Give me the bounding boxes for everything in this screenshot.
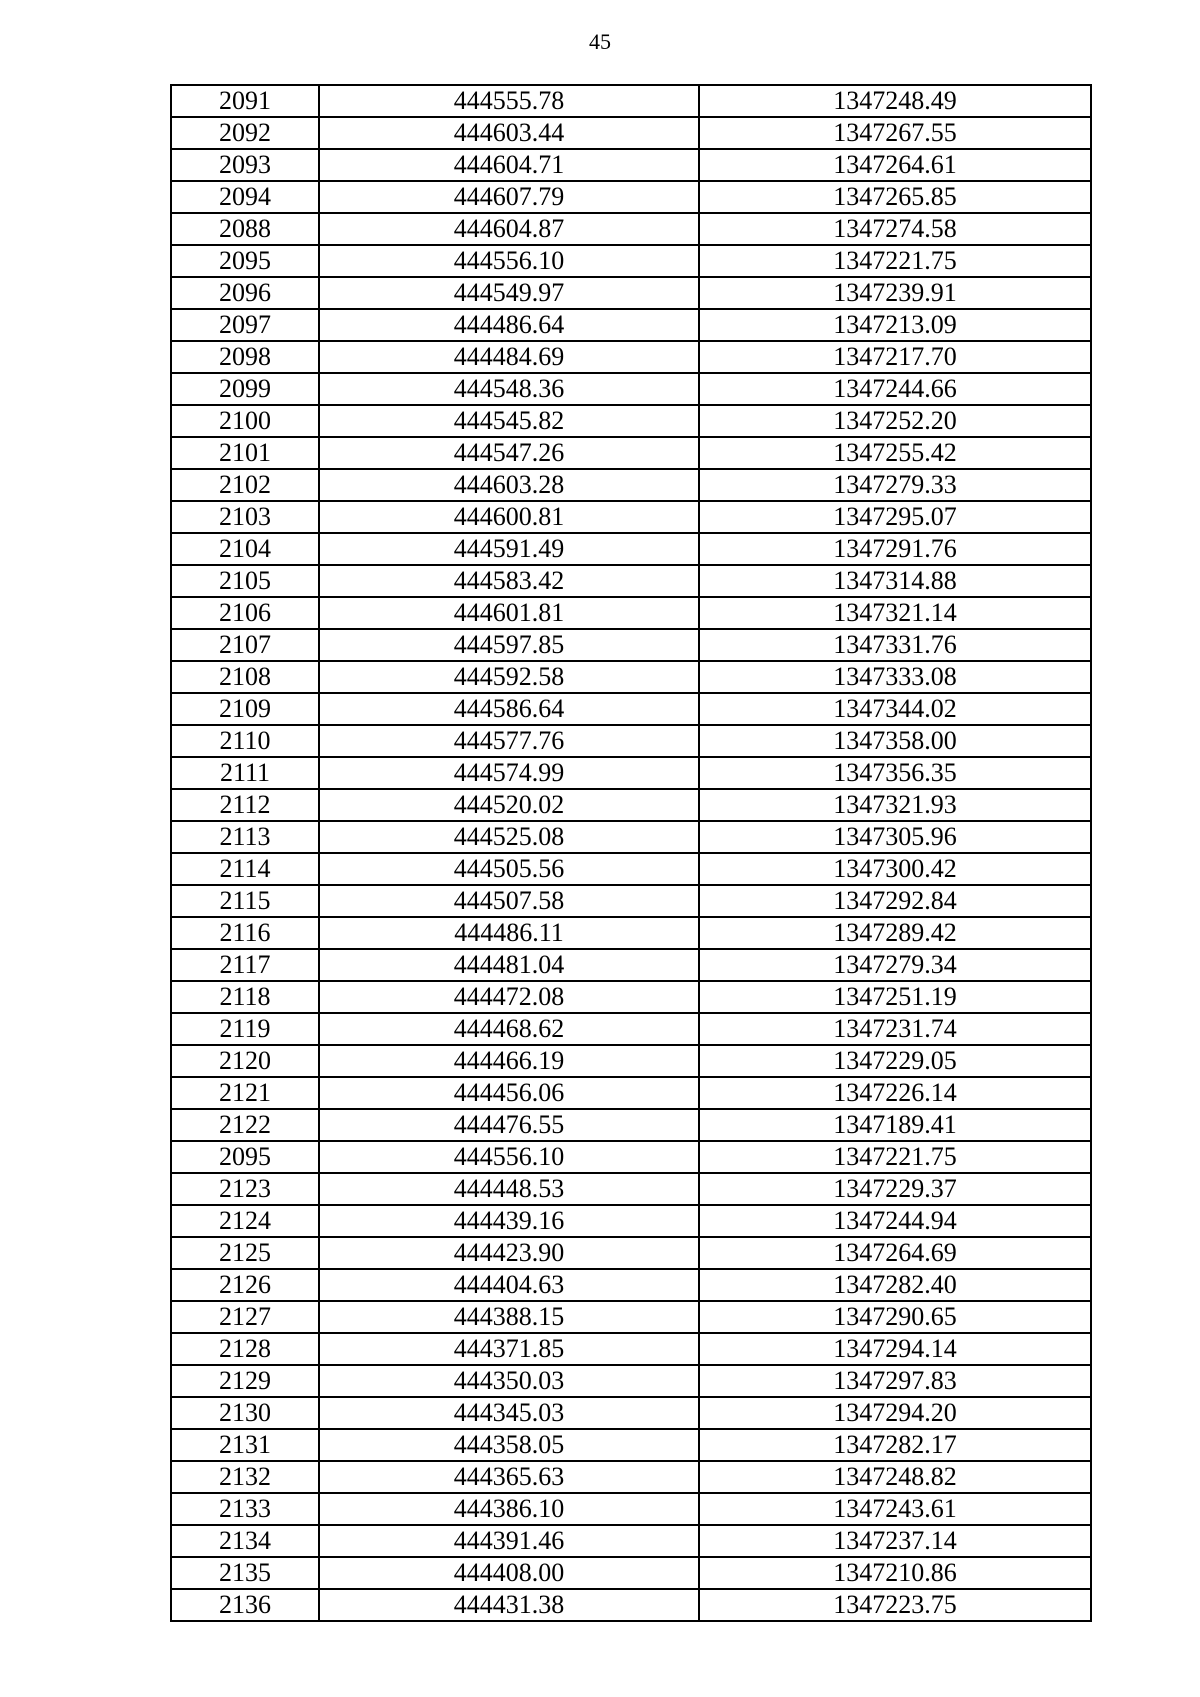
x-coordinate-cell: 444603.44	[319, 117, 699, 149]
x-coordinate-cell: 444548.36	[319, 373, 699, 405]
y-coordinate-cell: 1347264.69	[699, 1237, 1091, 1269]
x-coordinate-cell: 444555.78	[319, 85, 699, 117]
point-number-cell: 2130	[171, 1397, 319, 1429]
x-coordinate-cell: 444597.85	[319, 629, 699, 661]
y-coordinate-cell: 1347344.02	[699, 693, 1091, 725]
table-row	[171, 437, 1091, 469]
point-number-cell: 2118	[171, 981, 319, 1013]
table-row	[171, 1429, 1091, 1461]
x-coordinate-cell: 444556.10	[319, 1141, 699, 1173]
y-coordinate-cell: 1347356.35	[699, 757, 1091, 789]
y-coordinate-cell: 1347297.83	[699, 1365, 1091, 1397]
point-number-cell: 2103	[171, 501, 319, 533]
y-coordinate-cell: 1347244.66	[699, 373, 1091, 405]
y-coordinate-cell: 1347267.55	[699, 117, 1091, 149]
point-number-cell: 2131	[171, 1429, 319, 1461]
y-coordinate-cell: 1347305.96	[699, 821, 1091, 853]
x-coordinate-cell: 444388.15	[319, 1301, 699, 1333]
point-number-cell: 2126	[171, 1269, 319, 1301]
point-number-cell: 2136	[171, 1589, 319, 1621]
x-coordinate-cell: 444604.71	[319, 149, 699, 181]
x-coordinate-cell: 444466.19	[319, 1045, 699, 1077]
x-coordinate-cell: 444404.63	[319, 1269, 699, 1301]
table-row	[171, 1525, 1091, 1557]
table-row	[171, 693, 1091, 725]
table-row	[171, 1045, 1091, 1077]
x-coordinate-cell: 444556.10	[319, 245, 699, 277]
point-number-cell: 2104	[171, 533, 319, 565]
table-row	[171, 533, 1091, 565]
y-coordinate-cell: 1347251.19	[699, 981, 1091, 1013]
x-coordinate-cell: 444439.16	[319, 1205, 699, 1237]
x-coordinate-cell: 444592.58	[319, 661, 699, 693]
point-number-cell: 2091	[171, 85, 319, 117]
y-coordinate-cell: 1347295.07	[699, 501, 1091, 533]
y-coordinate-cell: 1347244.94	[699, 1205, 1091, 1237]
point-number-cell: 2132	[171, 1461, 319, 1493]
point-number-cell: 2107	[171, 629, 319, 661]
point-number-cell: 2115	[171, 885, 319, 917]
y-coordinate-cell: 1347321.93	[699, 789, 1091, 821]
table-row	[171, 565, 1091, 597]
point-number-cell: 2116	[171, 917, 319, 949]
y-coordinate-cell: 1347331.76	[699, 629, 1091, 661]
point-number-cell: 2122	[171, 1109, 319, 1141]
x-coordinate-cell: 444486.11	[319, 917, 699, 949]
table-row	[171, 885, 1091, 917]
page-number: 45	[589, 29, 611, 54]
y-coordinate-cell: 1347294.14	[699, 1333, 1091, 1365]
table-row	[171, 309, 1091, 341]
point-number-cell: 2105	[171, 565, 319, 597]
table-row	[171, 1269, 1091, 1301]
x-coordinate-cell: 444345.03	[319, 1397, 699, 1429]
table-row	[171, 1461, 1091, 1493]
table-row	[171, 917, 1091, 949]
x-coordinate-cell: 444603.28	[319, 469, 699, 501]
x-coordinate-cell: 444386.10	[319, 1493, 699, 1525]
point-number-cell: 2127	[171, 1301, 319, 1333]
x-coordinate-cell: 444547.26	[319, 437, 699, 469]
table-row	[171, 853, 1091, 885]
point-number-cell: 2094	[171, 181, 319, 213]
point-number-cell: 2135	[171, 1557, 319, 1589]
table-row	[171, 1557, 1091, 1589]
y-coordinate-cell: 1347282.40	[699, 1269, 1091, 1301]
point-number-cell: 2095	[171, 1141, 319, 1173]
x-coordinate-cell: 444505.56	[319, 853, 699, 885]
point-number-cell: 2120	[171, 1045, 319, 1077]
table-row	[171, 1205, 1091, 1237]
y-coordinate-cell: 1347358.00	[699, 725, 1091, 757]
y-coordinate-cell: 1347231.74	[699, 1013, 1091, 1045]
table-row	[171, 149, 1091, 181]
y-coordinate-cell: 1347229.37	[699, 1173, 1091, 1205]
table-row	[171, 1109, 1091, 1141]
table-row	[171, 821, 1091, 853]
point-number-cell: 2095	[171, 245, 319, 277]
y-coordinate-cell: 1347291.76	[699, 533, 1091, 565]
table-row	[171, 373, 1091, 405]
point-number-cell: 2108	[171, 661, 319, 693]
table-row	[171, 1589, 1091, 1621]
table-row	[171, 245, 1091, 277]
table-row	[171, 1397, 1091, 1429]
point-number-cell: 2088	[171, 213, 319, 245]
y-coordinate-cell: 1347252.20	[699, 405, 1091, 437]
y-coordinate-cell: 1347321.14	[699, 597, 1091, 629]
y-coordinate-cell: 1347223.75	[699, 1589, 1091, 1621]
table-row	[171, 981, 1091, 1013]
point-number-cell: 2098	[171, 341, 319, 373]
x-coordinate-cell: 444600.81	[319, 501, 699, 533]
y-coordinate-cell: 1347229.05	[699, 1045, 1091, 1077]
x-coordinate-cell: 444371.85	[319, 1333, 699, 1365]
coordinates-table	[170, 84, 1092, 1622]
x-coordinate-cell: 444577.76	[319, 725, 699, 757]
table-row	[171, 405, 1091, 437]
x-coordinate-cell: 444520.02	[319, 789, 699, 821]
x-coordinate-cell: 444431.38	[319, 1589, 699, 1621]
point-number-cell: 2123	[171, 1173, 319, 1205]
point-number-cell: 2128	[171, 1333, 319, 1365]
point-number-cell: 2109	[171, 693, 319, 725]
table-row	[171, 1077, 1091, 1109]
x-coordinate-cell: 444391.46	[319, 1525, 699, 1557]
table-row	[171, 661, 1091, 693]
x-coordinate-cell: 444350.03	[319, 1365, 699, 1397]
point-number-cell: 2110	[171, 725, 319, 757]
point-number-cell: 2100	[171, 405, 319, 437]
y-coordinate-cell: 1347243.61	[699, 1493, 1091, 1525]
x-coordinate-cell: 444358.05	[319, 1429, 699, 1461]
point-number-cell: 2093	[171, 149, 319, 181]
table-row	[171, 117, 1091, 149]
x-coordinate-cell: 444601.81	[319, 597, 699, 629]
point-number-cell: 2112	[171, 789, 319, 821]
table-row	[171, 1365, 1091, 1397]
y-coordinate-cell: 1347300.42	[699, 853, 1091, 885]
y-coordinate-cell: 1347264.61	[699, 149, 1091, 181]
table-row	[171, 949, 1091, 981]
y-coordinate-cell: 1347226.14	[699, 1077, 1091, 1109]
table-row	[171, 501, 1091, 533]
table-row	[171, 469, 1091, 501]
table-row	[171, 1301, 1091, 1333]
x-coordinate-cell: 444481.04	[319, 949, 699, 981]
x-coordinate-cell: 444525.08	[319, 821, 699, 853]
x-coordinate-cell: 444484.69	[319, 341, 699, 373]
x-coordinate-cell: 444586.64	[319, 693, 699, 725]
point-number-cell: 2129	[171, 1365, 319, 1397]
table-row	[171, 85, 1091, 117]
y-coordinate-cell: 1347221.75	[699, 1141, 1091, 1173]
y-coordinate-cell: 1347282.17	[699, 1429, 1091, 1461]
x-coordinate-cell: 444365.63	[319, 1461, 699, 1493]
table-row	[171, 629, 1091, 661]
y-coordinate-cell: 1347217.70	[699, 341, 1091, 373]
table-row	[171, 1237, 1091, 1269]
table-row	[171, 597, 1091, 629]
point-number-cell: 2134	[171, 1525, 319, 1557]
y-coordinate-cell: 1347274.58	[699, 213, 1091, 245]
x-coordinate-cell: 444408.00	[319, 1557, 699, 1589]
x-coordinate-cell: 444607.79	[319, 181, 699, 213]
table-row	[171, 1013, 1091, 1045]
x-coordinate-cell: 444604.87	[319, 213, 699, 245]
x-coordinate-cell: 444545.82	[319, 405, 699, 437]
point-number-cell: 2119	[171, 1013, 319, 1045]
table-row	[171, 1333, 1091, 1365]
y-coordinate-cell: 1347265.85	[699, 181, 1091, 213]
point-number-cell: 2121	[171, 1077, 319, 1109]
y-coordinate-cell: 1347314.88	[699, 565, 1091, 597]
y-coordinate-cell: 1347279.34	[699, 949, 1091, 981]
table-row	[171, 1493, 1091, 1525]
x-coordinate-cell: 444472.08	[319, 981, 699, 1013]
y-coordinate-cell: 1347221.75	[699, 245, 1091, 277]
table-row	[171, 789, 1091, 821]
table-row	[171, 1173, 1091, 1205]
y-coordinate-cell: 1347290.65	[699, 1301, 1091, 1333]
y-coordinate-cell: 1347189.41	[699, 1109, 1091, 1141]
x-coordinate-cell: 444574.99	[319, 757, 699, 789]
y-coordinate-cell: 1347289.42	[699, 917, 1091, 949]
y-coordinate-cell: 1347213.09	[699, 309, 1091, 341]
x-coordinate-cell: 444423.90	[319, 1237, 699, 1269]
x-coordinate-cell: 444448.53	[319, 1173, 699, 1205]
y-coordinate-cell: 1347333.08	[699, 661, 1091, 693]
point-number-cell: 2113	[171, 821, 319, 853]
y-coordinate-cell: 1347248.49	[699, 85, 1091, 117]
coordinates-table-body	[171, 85, 1091, 1621]
x-coordinate-cell: 444476.55	[319, 1109, 699, 1141]
point-number-cell: 2133	[171, 1493, 319, 1525]
table-row	[171, 725, 1091, 757]
point-number-cell: 2097	[171, 309, 319, 341]
x-coordinate-cell: 444507.58	[319, 885, 699, 917]
y-coordinate-cell: 1347294.20	[699, 1397, 1091, 1429]
table-row	[171, 341, 1091, 373]
point-number-cell: 2096	[171, 277, 319, 309]
point-number-cell: 2124	[171, 1205, 319, 1237]
point-number-cell: 2102	[171, 469, 319, 501]
table-row	[171, 213, 1091, 245]
table-row	[171, 757, 1091, 789]
y-coordinate-cell: 1347255.42	[699, 437, 1091, 469]
table-row	[171, 181, 1091, 213]
x-coordinate-cell: 444486.64	[319, 309, 699, 341]
y-coordinate-cell: 1347279.33	[699, 469, 1091, 501]
y-coordinate-cell: 1347292.84	[699, 885, 1091, 917]
point-number-cell: 2101	[171, 437, 319, 469]
table-row	[171, 277, 1091, 309]
x-coordinate-cell: 444583.42	[319, 565, 699, 597]
y-coordinate-cell: 1347237.14	[699, 1525, 1091, 1557]
y-coordinate-cell: 1347239.91	[699, 277, 1091, 309]
point-number-cell: 2125	[171, 1237, 319, 1269]
point-number-cell: 2111	[171, 757, 319, 789]
point-number-cell: 2117	[171, 949, 319, 981]
point-number-cell: 2099	[171, 373, 319, 405]
point-number-cell: 2092	[171, 117, 319, 149]
x-coordinate-cell: 444549.97	[319, 277, 699, 309]
x-coordinate-cell: 444456.06	[319, 1077, 699, 1109]
x-coordinate-cell: 444591.49	[319, 533, 699, 565]
point-number-cell: 2114	[171, 853, 319, 885]
table-row	[171, 1141, 1091, 1173]
y-coordinate-cell: 1347248.82	[699, 1461, 1091, 1493]
x-coordinate-cell: 444468.62	[319, 1013, 699, 1045]
point-number-cell: 2106	[171, 597, 319, 629]
y-coordinate-cell: 1347210.86	[699, 1557, 1091, 1589]
